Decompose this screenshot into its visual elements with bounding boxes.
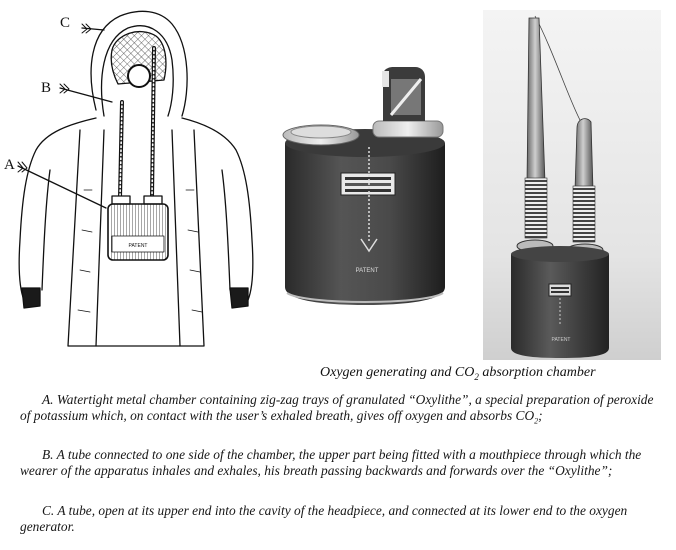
chamber-with-tubes-photo — [483, 10, 661, 360]
description-c: C. A tube, open at its upper end into the cavity of the headpiece, and connected at its lower end to the oxygen generator. — [20, 503, 628, 534]
photo-caption — [320, 365, 596, 382]
mid-photo-patent-text: PATENT — [355, 268, 379, 274]
caption-text: Oxygen generating and CO — [320, 365, 475, 380]
description-a-text: A. Watertight metal chamber containing zig-zag trays of granulated “Oxylithe”, a special preparation of peroxide of potassium which, on contact with the user’s exhaled breath, gives off oxygen and absorbs CO — [20, 392, 654, 423]
caption-text-end: absorption chamber — [478, 365, 596, 380]
drawing-patent-text: PATENT — [128, 243, 148, 249]
figure-label-a: A — [4, 157, 15, 173]
figure-label-c: C — [60, 15, 71, 31]
open-chamber-photo — [265, 55, 465, 310]
figure-label-b: B — [41, 80, 52, 96]
right-photo-patent-text: PATENT — [551, 337, 571, 343]
description-a-end: ; — [538, 407, 543, 423]
apparatus-line-drawing — [0, 0, 265, 362]
description-a — [20, 392, 660, 429]
caption-subscript: 2 — [474, 371, 479, 382]
description-b: B. A tube connected to one side of the chamber, the upper part being fitted with a mouthpiece through which the wearer of the apparatus inhales and exhales, his breath passing backwards and forwards over the “Oxylithe”; — [20, 447, 642, 478]
description-a-subscript: 2 — [534, 416, 539, 426]
